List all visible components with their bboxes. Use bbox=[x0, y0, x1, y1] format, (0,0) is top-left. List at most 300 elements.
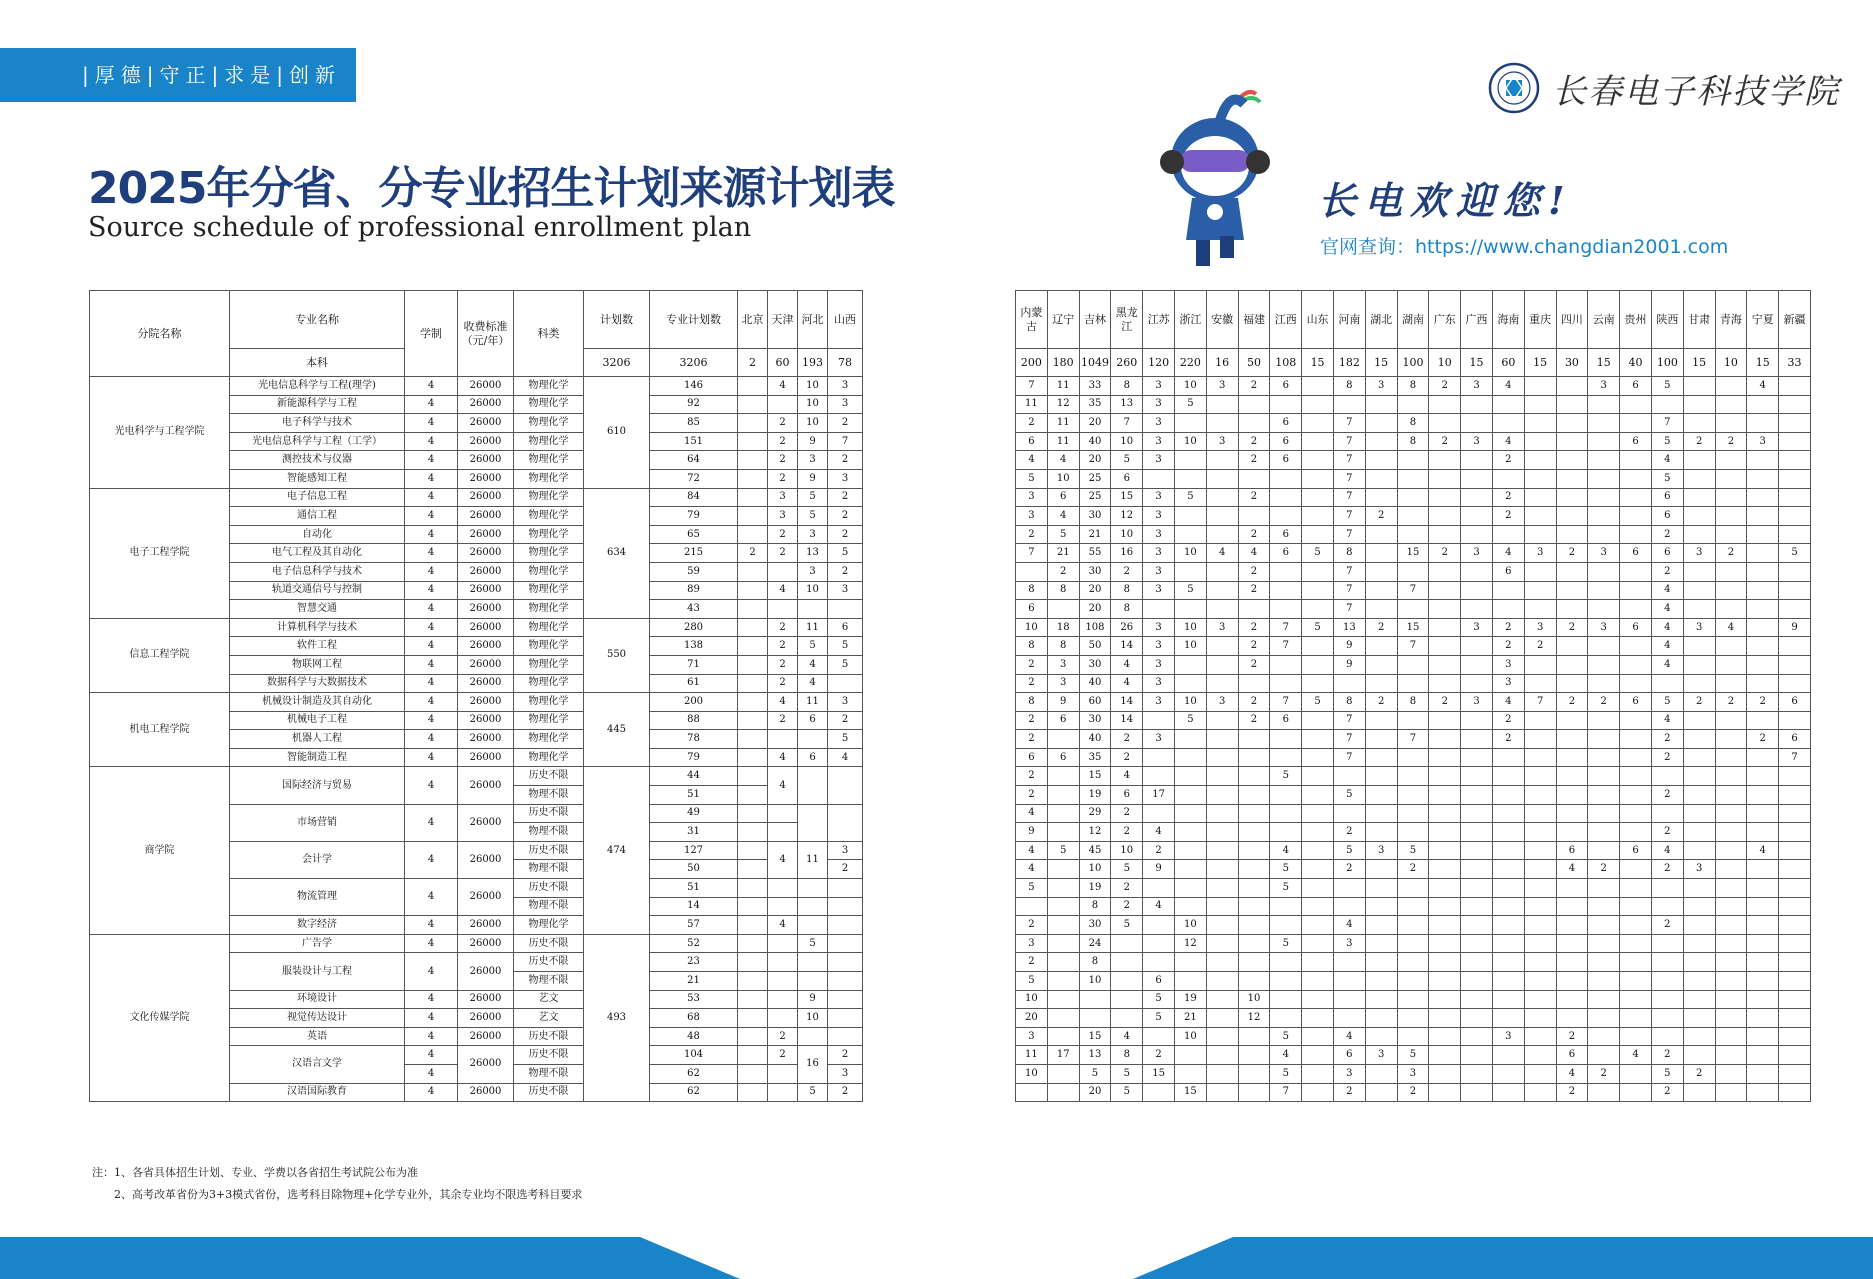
cell-hb: 10 bbox=[798, 414, 828, 433]
province-cell bbox=[1365, 879, 1397, 898]
cell-xz: 4 bbox=[405, 525, 458, 544]
province-cell bbox=[1365, 525, 1397, 544]
table-row bbox=[1016, 804, 1811, 823]
province-cell: 5 bbox=[1016, 469, 1048, 488]
province-cell: 4 bbox=[1111, 674, 1143, 693]
cell-tj: 2 bbox=[768, 618, 798, 637]
province-cell bbox=[1429, 618, 1461, 637]
province-cell bbox=[1779, 432, 1811, 451]
province-cell: 2 bbox=[1556, 618, 1588, 637]
cell-zp: 64 bbox=[650, 451, 738, 470]
table-row bbox=[90, 488, 863, 507]
table-row bbox=[1016, 841, 1811, 860]
province-cell: 21 bbox=[1174, 1009, 1206, 1028]
cell-zp: 43 bbox=[650, 600, 738, 619]
province-total: 15 bbox=[1524, 349, 1556, 377]
province-cell bbox=[1047, 879, 1079, 898]
province-cell bbox=[1238, 1083, 1270, 1102]
college-plan: 610 bbox=[584, 377, 650, 489]
province-cell: 3 bbox=[1333, 934, 1365, 953]
province-cell bbox=[1588, 879, 1620, 898]
header-kelei: 科类 bbox=[514, 291, 584, 377]
province-cell bbox=[1588, 953, 1620, 972]
cell-zp: 21 bbox=[650, 972, 738, 991]
cell-fee: 26000 bbox=[458, 600, 514, 619]
province-cell bbox=[1651, 972, 1683, 991]
table-row bbox=[90, 693, 863, 712]
college-name: 文化传媒学院 bbox=[90, 934, 230, 1101]
province-cell: 2 bbox=[1429, 377, 1461, 396]
province-cell bbox=[1397, 525, 1429, 544]
cell-bj bbox=[738, 897, 768, 916]
cell-tj bbox=[768, 600, 798, 619]
cell-sx: 2 bbox=[828, 1046, 863, 1065]
cell-hb bbox=[798, 879, 828, 898]
table-row bbox=[1016, 823, 1811, 842]
province-cell: 2 bbox=[1111, 897, 1143, 916]
province-cell: 16 bbox=[1111, 544, 1143, 563]
province-cell bbox=[1683, 804, 1715, 823]
province-cell: 5 bbox=[1333, 841, 1365, 860]
province-cell bbox=[1302, 823, 1334, 842]
province-cell bbox=[1270, 395, 1302, 414]
province-cell bbox=[1715, 525, 1747, 544]
province-cell bbox=[1492, 581, 1524, 600]
website-link[interactable]: 官网查询：https://www.changdian2001.com bbox=[1320, 236, 1729, 258]
province-cell bbox=[1143, 711, 1175, 730]
province-cell bbox=[1270, 581, 1302, 600]
province-cell bbox=[1556, 748, 1588, 767]
province-cell bbox=[1779, 414, 1811, 433]
province-cell bbox=[1302, 767, 1334, 786]
province-cell bbox=[1365, 934, 1397, 953]
province-cell bbox=[1206, 916, 1238, 935]
province-cell: 6 bbox=[1620, 377, 1652, 396]
province-cell bbox=[1397, 469, 1429, 488]
province-cell bbox=[1302, 916, 1334, 935]
province-cell: 8 bbox=[1111, 581, 1143, 600]
province-cell bbox=[1238, 674, 1270, 693]
province-cell: 2 bbox=[1429, 544, 1461, 563]
province-cell: 30 bbox=[1079, 655, 1111, 674]
province-cell: 5 bbox=[1270, 860, 1302, 879]
province-cell bbox=[1492, 990, 1524, 1009]
cell-bj bbox=[738, 934, 768, 953]
province-cell bbox=[1206, 730, 1238, 749]
cell-fee: 26000 bbox=[458, 934, 514, 953]
province-cell bbox=[1333, 767, 1365, 786]
province-cell bbox=[1365, 451, 1397, 470]
province-cell bbox=[1715, 469, 1747, 488]
cell-xz: 4 bbox=[405, 618, 458, 637]
province-cell bbox=[1302, 525, 1334, 544]
province-cell bbox=[1302, 637, 1334, 656]
province-cell bbox=[1238, 507, 1270, 526]
province-cell bbox=[1397, 488, 1429, 507]
province-cell bbox=[1683, 934, 1715, 953]
province-cell bbox=[1365, 432, 1397, 451]
cell-bj bbox=[738, 488, 768, 507]
province-cell: 5 bbox=[1016, 972, 1048, 991]
province-cell: 15 bbox=[1174, 1083, 1206, 1102]
province-cell bbox=[1524, 804, 1556, 823]
cell-hb bbox=[798, 897, 828, 916]
cell-sx: 4 bbox=[828, 748, 863, 767]
province-cell bbox=[1492, 1009, 1524, 1028]
province-cell bbox=[1047, 953, 1079, 972]
province-cell: 3 bbox=[1206, 377, 1238, 396]
province-cell bbox=[1365, 488, 1397, 507]
province-cell bbox=[1174, 451, 1206, 470]
benke-value: 3206 bbox=[584, 349, 650, 377]
province-cell bbox=[1016, 562, 1048, 581]
province-cell bbox=[1365, 655, 1397, 674]
province-cell bbox=[1429, 507, 1461, 526]
cell-sx: 2 bbox=[828, 711, 863, 730]
province-cell bbox=[1715, 674, 1747, 693]
province-cell bbox=[1047, 1027, 1079, 1046]
province-cell: 2 bbox=[1111, 748, 1143, 767]
table-row bbox=[90, 767, 863, 786]
province-cell bbox=[1079, 1009, 1111, 1028]
province-cell bbox=[1238, 786, 1270, 805]
cell-tj bbox=[768, 823, 798, 842]
province-cell bbox=[1747, 655, 1779, 674]
province-cell bbox=[1524, 1064, 1556, 1083]
province-cell bbox=[1397, 786, 1429, 805]
header-college: 分院名称 bbox=[90, 291, 230, 377]
cell-xz: 4 bbox=[405, 730, 458, 749]
table-row bbox=[1016, 1083, 1811, 1102]
province-cell: 3 bbox=[1683, 618, 1715, 637]
province-cell bbox=[1206, 711, 1238, 730]
header-col-10: 山西 bbox=[828, 291, 863, 349]
province-cell: 20 bbox=[1079, 581, 1111, 600]
province-cell bbox=[1779, 525, 1811, 544]
cell-zp: 138 bbox=[650, 637, 738, 656]
header-province: 河南 bbox=[1333, 291, 1365, 349]
province-cell bbox=[1206, 786, 1238, 805]
cell-hb: 5 bbox=[798, 488, 828, 507]
province-cell bbox=[1397, 507, 1429, 526]
cell-xz: 4 bbox=[405, 767, 458, 804]
province-cell bbox=[1143, 767, 1175, 786]
cell-hb: 4 bbox=[798, 655, 828, 674]
province-cell bbox=[1747, 897, 1779, 916]
cell-tj: 3 bbox=[768, 488, 798, 507]
province-cell: 6 bbox=[1270, 544, 1302, 563]
cell-fee: 26000 bbox=[458, 1027, 514, 1046]
province-cell bbox=[1715, 990, 1747, 1009]
province-total: 40 bbox=[1620, 349, 1652, 377]
province-cell bbox=[1747, 748, 1779, 767]
province-cell bbox=[1333, 1009, 1365, 1028]
province-cell: 3 bbox=[1588, 544, 1620, 563]
province-total: 100 bbox=[1651, 349, 1683, 377]
province-cell bbox=[1588, 507, 1620, 526]
cell-kl: 历史不限 bbox=[514, 879, 584, 898]
cell-hb bbox=[798, 767, 828, 804]
province-cell bbox=[1302, 655, 1334, 674]
cell-kl: 物理化学 bbox=[514, 581, 584, 600]
province-cell bbox=[1524, 953, 1556, 972]
province-cell: 5 bbox=[1047, 525, 1079, 544]
province-total: 15 bbox=[1588, 349, 1620, 377]
province-cell: 7 bbox=[1333, 730, 1365, 749]
cell-sx bbox=[828, 990, 863, 1009]
province-cell: 4 bbox=[1651, 655, 1683, 674]
province-cell: 8 bbox=[1016, 637, 1048, 656]
province-cell bbox=[1302, 860, 1334, 879]
province-cell: 30 bbox=[1079, 507, 1111, 526]
province-cell bbox=[1556, 990, 1588, 1009]
province-cell: 3 bbox=[1143, 451, 1175, 470]
college-plan: 474 bbox=[584, 767, 650, 934]
province-cell bbox=[1620, 879, 1652, 898]
province-total: 15 bbox=[1683, 349, 1715, 377]
province-cell bbox=[1365, 953, 1397, 972]
province-cell bbox=[1556, 767, 1588, 786]
province-cell: 7 bbox=[1270, 618, 1302, 637]
province-cell bbox=[1683, 767, 1715, 786]
province-cell bbox=[1206, 562, 1238, 581]
province-cell: 3 bbox=[1047, 655, 1079, 674]
province-cell: 6 bbox=[1779, 693, 1811, 712]
province-cell bbox=[1397, 934, 1429, 953]
province-cell bbox=[1492, 897, 1524, 916]
province-cell bbox=[1397, 953, 1429, 972]
cell-hb: 9 bbox=[798, 432, 828, 451]
province-cell bbox=[1620, 897, 1652, 916]
province-cell bbox=[1620, 469, 1652, 488]
cell-bj bbox=[738, 618, 768, 637]
province-cell bbox=[1651, 674, 1683, 693]
cell-sx: 6 bbox=[828, 618, 863, 637]
province-cell bbox=[1429, 953, 1461, 972]
province-cell: 20 bbox=[1079, 600, 1111, 619]
cell-zp: 31 bbox=[650, 823, 738, 842]
province-cell bbox=[1556, 414, 1588, 433]
header-province: 安徽 bbox=[1206, 291, 1238, 349]
cell-major: 电子信息科学与技术 bbox=[230, 562, 405, 581]
province-cell: 2 bbox=[1238, 637, 1270, 656]
province-cell: 5 bbox=[1270, 1064, 1302, 1083]
province-cell bbox=[1238, 1027, 1270, 1046]
table-row bbox=[1016, 860, 1811, 879]
province-cell: 4 bbox=[1270, 841, 1302, 860]
province-cell bbox=[1302, 934, 1334, 953]
cell-major: 国际经济与贸易 bbox=[230, 767, 405, 804]
cell-hb: 9 bbox=[798, 990, 828, 1009]
cell-sx: 5 bbox=[828, 544, 863, 563]
province-cell bbox=[1556, 916, 1588, 935]
province-cell: 2 bbox=[1492, 507, 1524, 526]
province-cell bbox=[1365, 414, 1397, 433]
college-name: 光电科学与工程学院 bbox=[90, 377, 230, 489]
province-cell: 2 bbox=[1683, 432, 1715, 451]
table-row bbox=[1016, 414, 1811, 433]
province-cell bbox=[1206, 507, 1238, 526]
province-total: 182 bbox=[1333, 349, 1365, 377]
cell-kl: 物理化学 bbox=[514, 637, 584, 656]
province-cell: 9 bbox=[1333, 655, 1365, 674]
cell-major: 物流管理 bbox=[230, 879, 405, 916]
province-cell: 2 bbox=[1651, 730, 1683, 749]
benke-value: 60 bbox=[768, 349, 798, 377]
province-cell bbox=[1238, 916, 1270, 935]
province-cell: 10 bbox=[1016, 1064, 1048, 1083]
province-cell: 6 bbox=[1016, 600, 1048, 619]
province-cell bbox=[1333, 395, 1365, 414]
province-cell bbox=[1588, 432, 1620, 451]
province-cell: 4 bbox=[1492, 544, 1524, 563]
province-cell bbox=[1779, 507, 1811, 526]
province-cell bbox=[1779, 990, 1811, 1009]
province-cell bbox=[1620, 804, 1652, 823]
cell-zp: 79 bbox=[650, 748, 738, 767]
province-cell bbox=[1461, 507, 1493, 526]
province-cell bbox=[1397, 451, 1429, 470]
province-cell bbox=[1524, 730, 1556, 749]
province-cell bbox=[1333, 953, 1365, 972]
province-cell bbox=[1524, 507, 1556, 526]
province-cell bbox=[1620, 600, 1652, 619]
province-cell bbox=[1588, 841, 1620, 860]
province-cell: 2 bbox=[1588, 860, 1620, 879]
province-cell: 2 bbox=[1492, 637, 1524, 656]
province-cell bbox=[1492, 469, 1524, 488]
province-cell bbox=[1270, 674, 1302, 693]
province-cell bbox=[1779, 377, 1811, 396]
cell-kl: 历史不限 bbox=[514, 1027, 584, 1046]
province-cell bbox=[1365, 469, 1397, 488]
province-cell bbox=[1174, 507, 1206, 526]
province-cell: 3 bbox=[1492, 1027, 1524, 1046]
province-cell bbox=[1206, 841, 1238, 860]
province-cell: 5 bbox=[1302, 544, 1334, 563]
header-province: 辽宁 bbox=[1047, 291, 1079, 349]
province-cell bbox=[1302, 748, 1334, 767]
province-cell: 13 bbox=[1079, 1046, 1111, 1065]
header-province: 内蒙古 bbox=[1016, 291, 1048, 349]
province-cell bbox=[1397, 395, 1429, 414]
province-cell bbox=[1524, 469, 1556, 488]
province-cell: 7 bbox=[1333, 451, 1365, 470]
province-cell bbox=[1556, 655, 1588, 674]
cell-fee: 26000 bbox=[458, 674, 514, 693]
province-cell bbox=[1429, 1064, 1461, 1083]
cell-sx: 3 bbox=[828, 1064, 863, 1083]
cell-fee: 26000 bbox=[458, 767, 514, 804]
cell-hb: 10 bbox=[798, 1009, 828, 1028]
province-cell: 5 bbox=[1174, 711, 1206, 730]
province-cell bbox=[1524, 395, 1556, 414]
cell-sx bbox=[828, 1027, 863, 1046]
cell-tj bbox=[768, 562, 798, 581]
cell-tj: 2 bbox=[768, 525, 798, 544]
province-cell bbox=[1461, 804, 1493, 823]
province-cell bbox=[1365, 767, 1397, 786]
cell-major: 电子科学与技术 bbox=[230, 414, 405, 433]
province-cell bbox=[1620, 637, 1652, 656]
cell-xz: 4 bbox=[405, 990, 458, 1009]
province-cell bbox=[1588, 1027, 1620, 1046]
cell-zp: 14 bbox=[650, 897, 738, 916]
province-cell bbox=[1620, 525, 1652, 544]
cell-major: 数据科学与大数据技术 bbox=[230, 674, 405, 693]
province-cell bbox=[1461, 711, 1493, 730]
cell-bj bbox=[738, 711, 768, 730]
province-cell: 2 bbox=[1238, 432, 1270, 451]
province-cell: 3 bbox=[1588, 618, 1620, 637]
province-cell bbox=[1683, 1046, 1715, 1065]
province-cell bbox=[1270, 972, 1302, 991]
cell-xz: 4 bbox=[405, 1083, 458, 1102]
province-cell bbox=[1174, 525, 1206, 544]
province-cell: 3 bbox=[1397, 1064, 1429, 1083]
province-cell: 3 bbox=[1143, 581, 1175, 600]
province-cell bbox=[1206, 1064, 1238, 1083]
province-cell: 2 bbox=[1333, 860, 1365, 879]
province-cell bbox=[1492, 748, 1524, 767]
province-cell bbox=[1492, 916, 1524, 935]
province-cell bbox=[1779, 1083, 1811, 1102]
cell-tj: 2 bbox=[768, 1027, 798, 1046]
province-cell: 5 bbox=[1270, 934, 1302, 953]
province-cell bbox=[1461, 562, 1493, 581]
province-cell bbox=[1302, 395, 1334, 414]
province-cell bbox=[1302, 469, 1334, 488]
cell-bj bbox=[738, 860, 768, 879]
province-total: 15 bbox=[1747, 349, 1779, 377]
province-cell: 3 bbox=[1143, 618, 1175, 637]
province-cell bbox=[1206, 600, 1238, 619]
header-province: 陕西 bbox=[1651, 291, 1683, 349]
province-cell bbox=[1747, 600, 1779, 619]
table-row bbox=[1016, 674, 1811, 693]
province-cell bbox=[1461, 916, 1493, 935]
header-province: 广东 bbox=[1429, 291, 1461, 349]
province-cell bbox=[1620, 786, 1652, 805]
cell-hb: 11 bbox=[798, 693, 828, 712]
province-cell: 3 bbox=[1588, 377, 1620, 396]
province-cell: 4 bbox=[1047, 507, 1079, 526]
province-cell bbox=[1174, 730, 1206, 749]
cell-hb: 4 bbox=[798, 674, 828, 693]
province-cell bbox=[1779, 897, 1811, 916]
province-cell: 2 bbox=[1651, 916, 1683, 935]
province-cell bbox=[1588, 1083, 1620, 1102]
province-cell bbox=[1397, 674, 1429, 693]
province-cell bbox=[1397, 1027, 1429, 1046]
province-cell: 2 bbox=[1651, 786, 1683, 805]
cell-kl: 物理化学 bbox=[514, 451, 584, 470]
province-cell bbox=[1238, 860, 1270, 879]
province-cell bbox=[1461, 674, 1493, 693]
province-cell: 10 bbox=[1238, 990, 1270, 1009]
province-cell bbox=[1556, 1009, 1588, 1028]
cell-tj: 2 bbox=[768, 1046, 798, 1065]
cell-fee: 26000 bbox=[458, 730, 514, 749]
province-cell: 4 bbox=[1047, 451, 1079, 470]
cell-major: 自动化 bbox=[230, 525, 405, 544]
province-cell bbox=[1270, 507, 1302, 526]
cell-hb: 3 bbox=[798, 525, 828, 544]
province-cell: 3 bbox=[1333, 1064, 1365, 1083]
province-cell bbox=[1715, 1064, 1747, 1083]
province-cell bbox=[1620, 990, 1652, 1009]
header-province: 浙江 bbox=[1174, 291, 1206, 349]
